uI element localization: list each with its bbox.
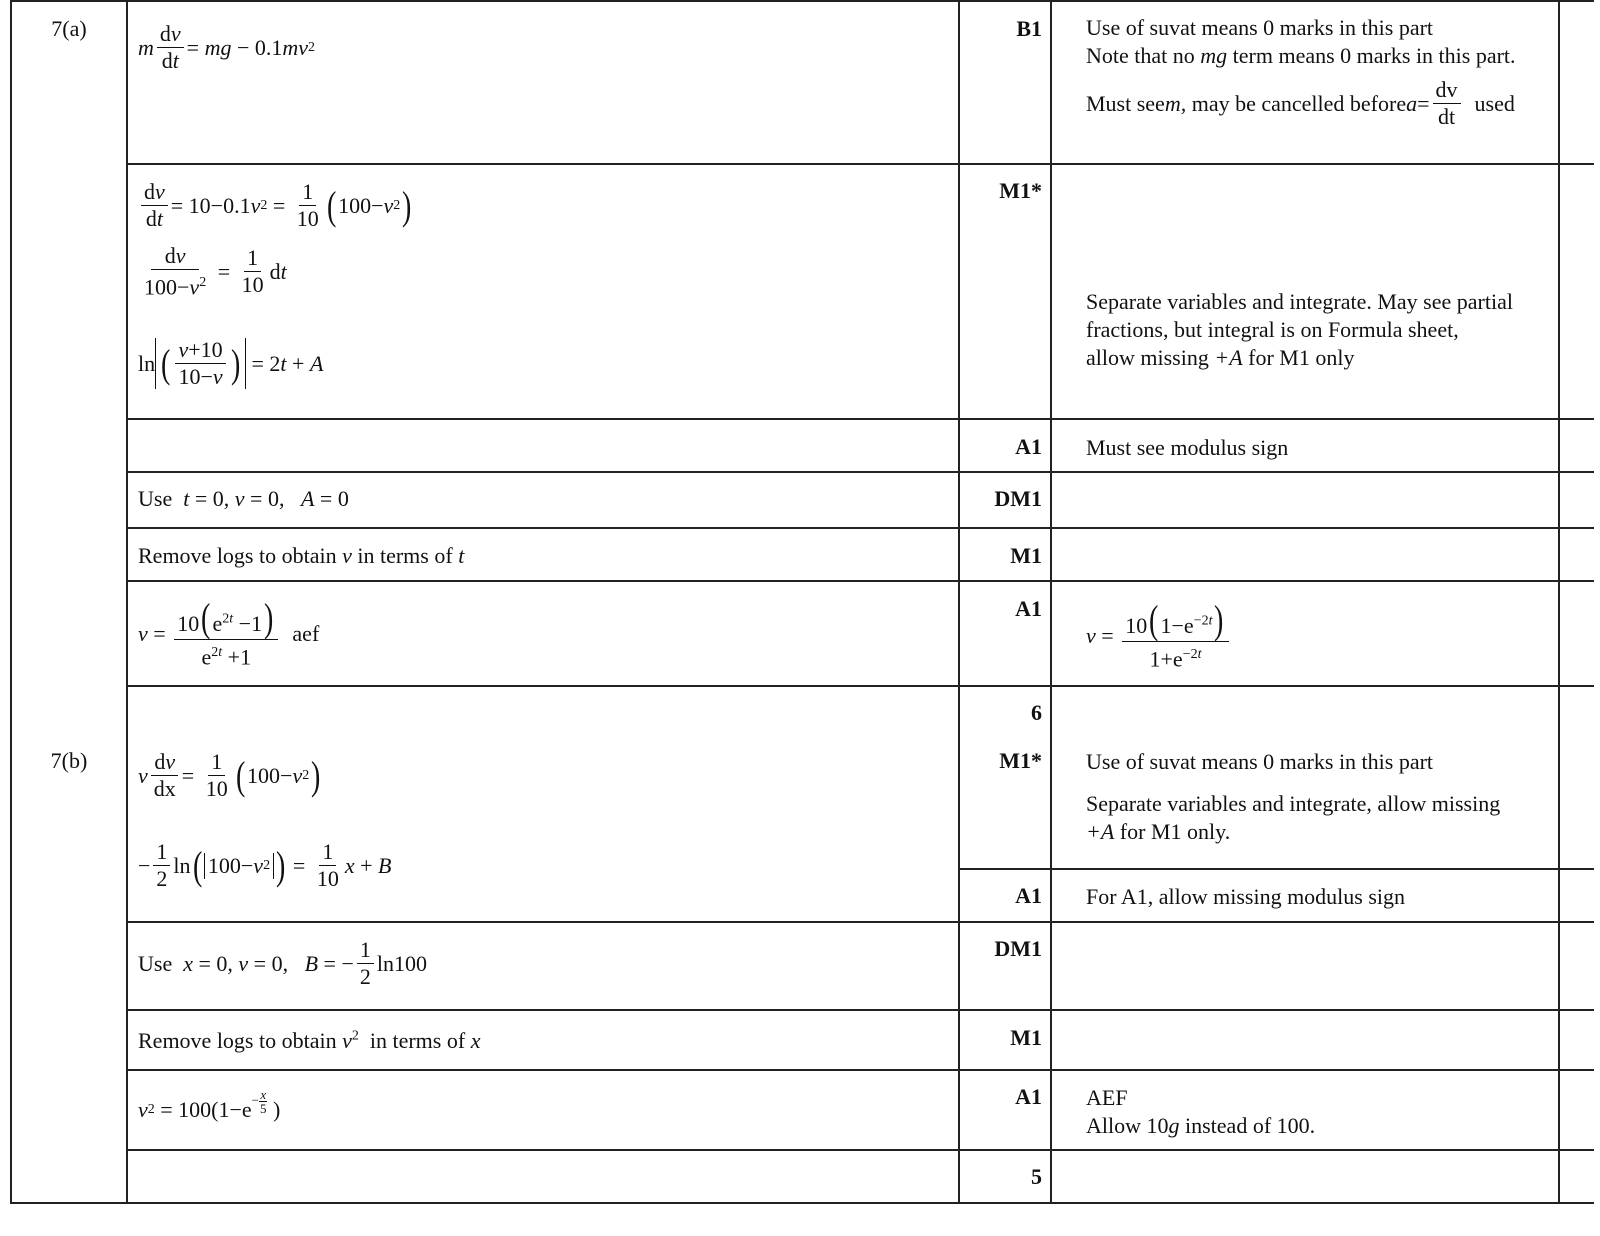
mark-total-a: 6 — [1031, 700, 1042, 725]
col-divider — [126, 0, 128, 1203]
row-divider — [126, 1069, 1594, 1071]
mark-a1: A1 — [1015, 434, 1042, 459]
table-border-top — [10, 0, 1594, 2]
mark-a1: A1 — [1015, 596, 1042, 621]
answer-remove-logs-a: Remove logs to obtain v in terms of t — [138, 543, 465, 568]
row-divider — [126, 471, 1594, 473]
mark-dm1: DM1 — [994, 936, 1042, 961]
guidance-a1-modulus: For A1, allow missing modulus sign — [1086, 884, 1406, 909]
row-divider — [126, 685, 1594, 687]
row-divider — [126, 163, 1594, 165]
mark-m1: M1 — [1010, 1025, 1042, 1050]
mark-a1: A1 — [1015, 883, 1042, 908]
row-divider — [126, 921, 1594, 923]
row-divider — [126, 418, 1594, 420]
guidance-m1-separate: Separate variables and integrate. May see partial fractions, but integral is on Formula sheet, allow missing +A for M1 only — [1086, 289, 1513, 370]
row-divider — [126, 580, 1594, 582]
mark-m1-star: M1* — [999, 178, 1042, 203]
mark-total-b: 5 — [1031, 1164, 1042, 1189]
answer-separated-variables: $\frac{dv}{100-v^2}$ = $\frac{1}{10}$ d t — [144, 243, 287, 300]
table-border-right — [1558, 0, 1560, 1203]
mark-m1: M1 — [1010, 543, 1042, 568]
answer-newton-second-law: m $\frac{dv}{dt}$ = mg − 0.1 mv 2 — [138, 21, 316, 73]
answer-log-integral-b: − $\frac{1}{2}$ ln ( 100− v 2 ) = $\frac{1}{10}$ x + B — [138, 839, 392, 891]
answer-vdvdx-expression: v $\frac{dv}{dx}$ = $\frac{1}{10}$ ( 100− v 2 ) — [138, 749, 321, 801]
answer-v-squared: v 2 = 100(1−e $^{- \frac{x}{5}}$ ) — [138, 1087, 281, 1122]
mark-m1-star: M1* — [999, 748, 1042, 773]
question-label-7b: 7(b) — [50, 748, 88, 773]
answer-log-integral: ln ( $\frac{v+10}{10-v}$ ) = 2 t + A — [138, 337, 324, 389]
col-divider — [958, 0, 960, 1203]
mark-dm1: DM1 — [994, 486, 1042, 511]
guidance-b1: Use of suvat means 0 marks in this part Note that no mg term means 0 marks in this part. Must see m, may be cancelled before a = $\frac{dv}{dt}$ used — [1086, 15, 1516, 129]
guidance-aef: AEF Allow 10g instead of 100. — [1086, 1085, 1316, 1138]
row-divider — [126, 527, 1594, 529]
guidance-modulus: Must see modulus sign — [1086, 435, 1289, 460]
answer-use-initial-a: Use t = 0, v = 0, A = 0 — [138, 486, 349, 511]
row-divider — [958, 868, 1594, 870]
answer-use-initial-b: Use x = 0, v = 0, B = − $\frac{1}{2}$ ln100 — [138, 937, 427, 989]
answer-dvdt-expression: $\frac{dv}{dt}$ = 10−0.1 v 2 = $\frac{1}{10}$ ( 100− v 2 ) — [138, 180, 414, 231]
guidance-alt-answer: v = $\frac{10(1-e^{-2t})}{1+e^{-2t}}$ — [1086, 600, 1232, 671]
guidance-m1-7b: Use of suvat means 0 marks in this part Separate variables and integrate, allow missing +A for M1 only. — [1086, 749, 1501, 844]
table-border-bottom — [10, 1202, 1594, 1204]
col-divider — [1050, 0, 1052, 1203]
question-label-7a: 7(a) — [51, 16, 87, 41]
row-divider — [126, 1009, 1594, 1011]
mark-b1: B1 — [1016, 16, 1042, 41]
answer-remove-logs-b: Remove logs to obtain $v^2$ in terms of x — [138, 1028, 481, 1053]
table-border-left — [10, 0, 12, 1203]
answer-v-in-terms-of-t: v = $\frac{10(e^{2t} -1)}{e^{2t} +1}$ aef — [138, 595, 320, 670]
row-divider — [126, 1149, 1594, 1151]
mark-a1: A1 — [1015, 1084, 1042, 1109]
